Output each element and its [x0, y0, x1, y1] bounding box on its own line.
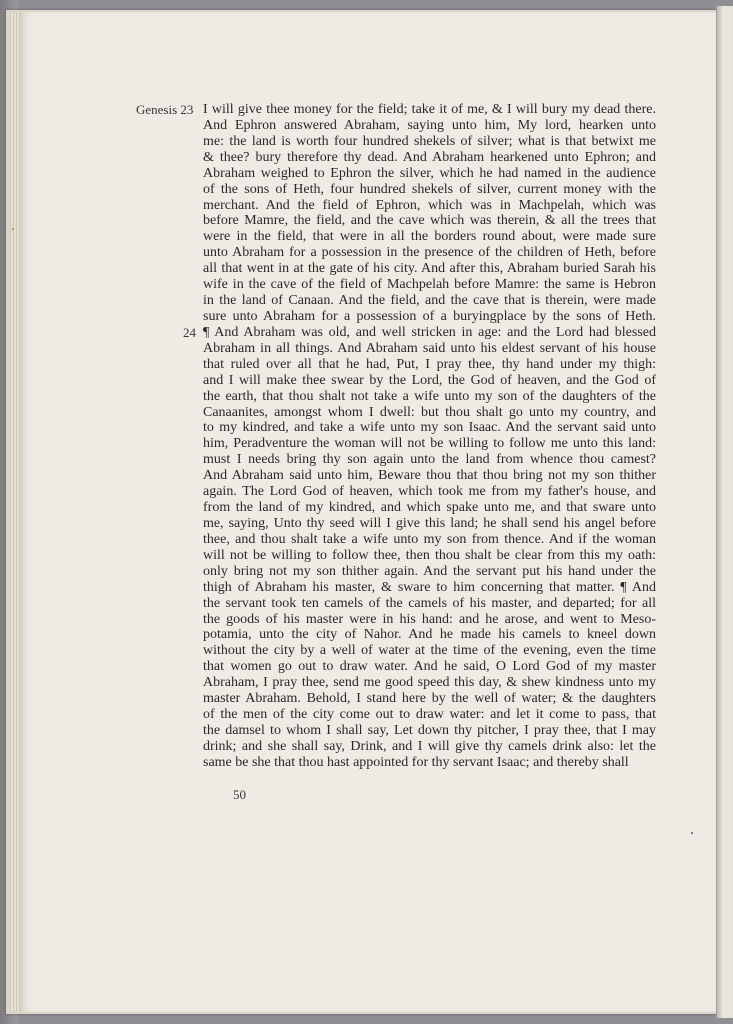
- text-line: the servant took ten camels of the camels of his master, and departed; for all: [203, 595, 656, 611]
- text-line: to my kindred, and take a wife unto my son Isaac. And the servant said unto: [203, 420, 656, 436]
- body-text: [203, 102, 656, 771]
- text-line: and I will make thee swear by the Lord, the God of heaven, and the God of: [203, 372, 656, 388]
- text-line: Abraham in all things. And Abraham said unto his eldest servant of his house: [203, 340, 656, 356]
- text-line: only bring not my son thither again. And the servant put his hand under the: [203, 563, 656, 579]
- text-line: sure unto Abraham for a possession of a buryingplace by the sons of Heth.: [203, 308, 656, 324]
- text-line: merchant. And the field of Ephron, which was in Machpelah, which was: [203, 197, 656, 213]
- text-line: same be she that thou hast appointed for thy servant Isaac; and thereby shall: [203, 754, 629, 770]
- text-line: potamia, unto the city of Nahor. And he made his camels to kneel down: [203, 627, 656, 643]
- page-number: 50: [233, 787, 246, 802]
- text-line: Abraham weighed to Ephron the silver, which he had named in the audience: [203, 165, 656, 181]
- text-line: thigh of Abraham his master, & sware to him concerning that matter. ¶ And: [203, 579, 656, 595]
- text-line: master Abraham. Behold, I stand here by the well of water; & the daughters: [203, 691, 656, 707]
- running-head: Genesis 23: [136, 102, 194, 117]
- facing-page-edge: [716, 6, 733, 1018]
- text-line: will not be willing to follow thee, then thou shalt be clear from this my oath:: [203, 547, 656, 563]
- text-line: the goods of his master were in his hand: and he arose, and went to Meso-: [203, 611, 656, 627]
- text-line: that ruled over all that he had, Put, I pray thee, thy hand under my thigh:: [203, 356, 656, 372]
- text-line: must I needs bring thy son again unto the land from whence thou camest?: [203, 452, 656, 468]
- text-line: the damsel to whom I shall say, Let down thy pitcher, I pray thee, that I may: [203, 722, 656, 738]
- paper-speck: [691, 832, 693, 834]
- paper-speck: [12, 228, 14, 230]
- text-line: thee, and thou shalt take a wife unto my son from thence. And if the woman: [203, 531, 656, 547]
- text-line: drink; and she shall say, Drink, and I will give thy camels drink also: let the: [203, 738, 656, 754]
- text-line: again. The Lord God of heaven, which took me from my father's house, and: [203, 484, 656, 500]
- text-line: ¶ And Abraham was old, and well stricken in age: and the Lord had blessed: [203, 324, 656, 340]
- text-line: him, Peradventure the woman will not be willing to follow me unto this land:: [203, 436, 656, 452]
- verse-number: 24: [183, 325, 196, 340]
- text-line: I will give thee money for the field; take it of me, & I will bury my dead there.: [203, 102, 656, 117]
- text-line: that women go out to draw water. And he said, O Lord God of my master: [203, 659, 656, 675]
- text-line: without the city by a well of water at the time of the evening, even the time: [203, 643, 656, 659]
- text-line: And Ephron answered Abraham, saying unto him, My lord, hearken unto: [203, 117, 656, 133]
- text-line: Abraham, I pray thee, send me good speed this day, & shew kindness unto my: [203, 675, 656, 691]
- text-line: me, saying, Unto thy seed will I give this land; he shall send his angel before: [203, 515, 656, 531]
- text-line: me: the land is worth four hundred shekels of silver; what is that betwixt me: [203, 133, 656, 149]
- text-line: from the land of my kindred, and which spake unto me, and that sware unto: [203, 500, 656, 516]
- text-line: unto Abraham for a possession in the presence of the children of Heth, before: [203, 245, 656, 261]
- text-line: of the sons of Heth, four hundred shekels of silver, current money with the: [203, 181, 656, 197]
- text-line: the earth, that thou shalt not take a wife unto my son of the daughters of the: [203, 388, 656, 404]
- text-line: & thee? bury therefore thy dead. And Abraham hearkened unto Ephron; and: [203, 149, 656, 165]
- text-line: And Abraham said unto him, Beware thou that thou bring not my son thither: [203, 468, 656, 484]
- text-line: Canaanites, amongst whom I dwell: but thou shalt go unto my country, and: [203, 404, 656, 420]
- text-line: wife in the cave of the field of Machpelah before Mamre: the same is Hebron: [203, 277, 656, 293]
- text-line: all that went in at the gate of his city. And after this, Abraham buried Sarah his: [203, 261, 656, 277]
- text-line: were in the field, that were in all the borders round about, were made sure: [203, 229, 656, 245]
- text-line: in the land of Canaan. And the field, and the cave that is therein, were made: [203, 293, 656, 309]
- text-line: of the men of the city come out to draw water: and let it come to pass, that: [203, 707, 656, 723]
- text-line: before Mamre, the field, and the cave which was therein, & all the trees that: [203, 213, 656, 229]
